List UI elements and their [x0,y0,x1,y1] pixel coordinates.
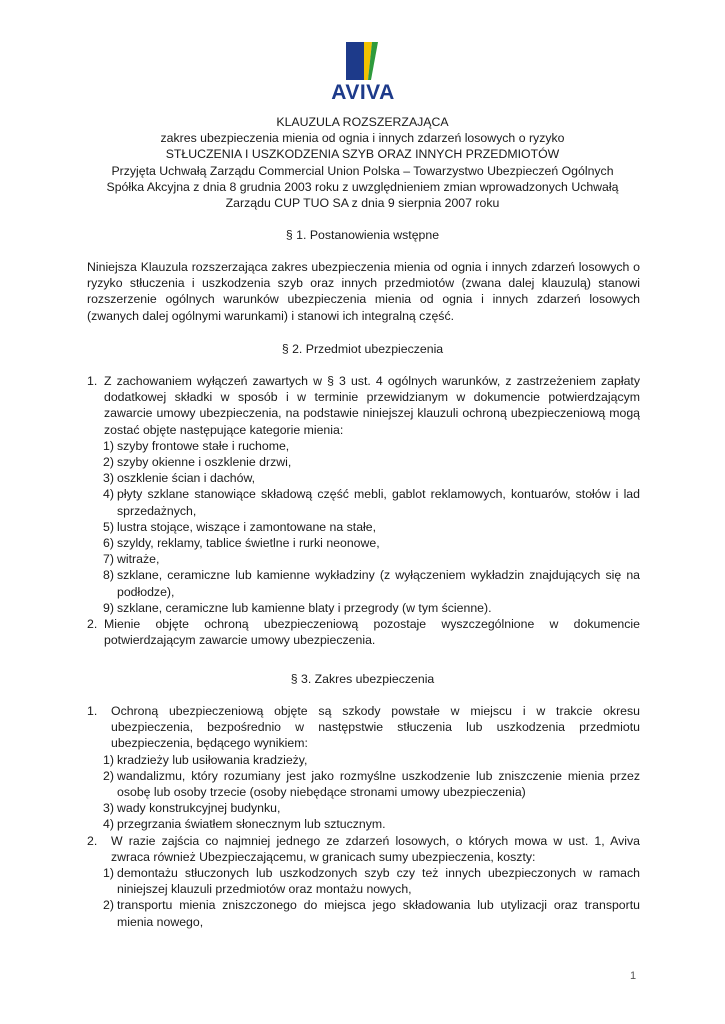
document-header [80,114,645,211]
aviva-logo-mark [318,40,408,82]
section-2-title: § 2. Przedmiot ubezpieczenia [281,342,444,356]
item-text: Ochroną ubezpieczeniową objęte są szkody powstałe w miejscu i w trakcie okresu ubezpieczenia, bezpośrednio w następstwie stłuczenia lub uszkodzenia przedmiotu ubezpieczenia, będącego wynikiem: [111,704,640,751]
section-3-list [87,703,640,930]
clause-title: KLAUZULA ROZSZERZAJĄCA [276,115,449,129]
sub-item: 2) wandalizmu, który rozumiany jest jako rozmyślne uszkodzenie lub zniszczenie mienia przez osobę lub osoby trzecie (osoby niebędące stronami umowy ubezpieczenia) [103,768,640,800]
section-1-text: Niniejsza Klauzula rozszerzająca zakres ubezpieczenia mienia od ognia i innych zdarzeń losowych o ryzyko stłuczenia i uszkodzenia szyb oraz innych przedmiotów (zwana dalej klauzulą) stanowi rozszerzenie ogólnych warunków ubezpieczenia mienia od ognia i innych zdarzeń losowych (zwanych dalej ogólnymi warunkami) i stanowi ich integralną część. [87,260,640,323]
item-number: 1. [87,704,98,718]
adoption-line-2: Spółka Akcyjna z dnia 8 grudnia 2003 roku z uwzględnieniem zmian wprowadzonych Uchwałą [106,179,619,194]
sub-item: 4) przegrzania światłem słonecznym lub sztucznym. [103,817,386,832]
section-3-title: § 3. Zakres ubezpieczenia [290,672,435,686]
item-number: 1. [87,374,98,388]
list-item [87,373,640,438]
sub-item: 4) płyty szklane stanowiące składową część mebli, gablot reklamowych, kontuarów, stołów i lad sprzedażnych, [103,487,640,518]
sub-item: 8) szklane, ceramiczne lub kamienne wykładziny (z wyłączeniem wykładzin znajdujących się na podłodze), [103,568,640,599]
section-2-list [87,373,640,648]
sub-item: 6) szyldy, reklamy, tablice świetlne i rurki neonowe, [103,536,380,551]
item-number: 2. [87,617,98,632]
item-text: W razie zajścia co najmniej jednego ze zdarzeń losowych, o których mowa w ust. 1, Aviva zwraca również Ubezpieczającemu, w granicach sumy ubezpieczenia, koszty: [111,833,640,864]
sub-item: 7) witraże, [103,552,160,567]
sub-item: 3) wady konstrukcyjnej budynku, [103,801,281,816]
logo-blue-panel [346,42,364,80]
sub-item: 5) lustra stojące, wiszące i zamontowane na stałe, [103,519,377,534]
sub-item: 2) transportu mienia zniszczonego do miejsca jego składowania lub utylizacji oraz transportu mienia nowego, [103,898,640,929]
adoption-line-1: Przyjęta Uchwałą Zarządu Commercial Union Polska – Towarzystwo Ubezpieczeń Ogólnych [111,163,614,178]
item-text: Mienie objęte ochroną ubezpieczeniową pozostaje wyszczególnione w dokumencie potwierdzającym zawarcie umowy ubezpieczenia. [104,617,640,648]
item-number: 2. [87,833,98,848]
page-number: 1 [630,970,637,982]
list-item [87,833,640,865]
list-item [87,703,640,752]
sub-item: 1) demontażu stłuczonych lub uszkodzonych szyb czy też innych ubezpieczonych w ramach niniejszej klauzuli przedmiotów oraz montażu nowych, [103,866,640,897]
logo-wordmark: AVIVA [331,81,395,104]
clause-subtitle: zakres ubezpieczenia mienia od ognia i innych zdarzeń losowych o ryzyko [160,131,565,146]
clause-risk: STŁUCZENIA I USZKODZENIA SZYB ORAZ INNYCH PRZEDMIOTÓW [165,147,560,162]
aviva-logo [318,40,408,106]
item-text: Z zachowaniem wyłączeń zawartych w § 3 ust. 4 ogólnych warunków, z zastrzeżeniem zapłaty dodatkowej składki w sposób i w terminie przewidzianym w dokumencie potwierdzającym zawarcie umowy ubezpieczenia, na podstawie niniejszej klauzuli ochroną ubezpieczeniową mogą zostać objęte następujące kategorie mienia: [104,374,640,437]
list-item [87,616,640,648]
sub-item: 2) szyby okienne i oszklenie drzwi, [103,455,292,470]
section-1-title: § 1. Postanowienia wstępne [285,228,440,242]
sub-item: 9) szklane, ceramiczne lub kamienne blaty i przegrody (w tym ścienne). [103,600,492,615]
sub-item: 1) szyby frontowe stałe i ruchome, [103,438,290,453]
sub-item: 3) oszklenie ścian i dachów, [103,471,256,486]
sub-item: 1) kradzieży lub usiłowania kradzieży, [103,752,308,767]
adoption-line-3: Zarządu CUP TUO SA z dnia 9 sierpnia 2007 roku [225,196,500,211]
